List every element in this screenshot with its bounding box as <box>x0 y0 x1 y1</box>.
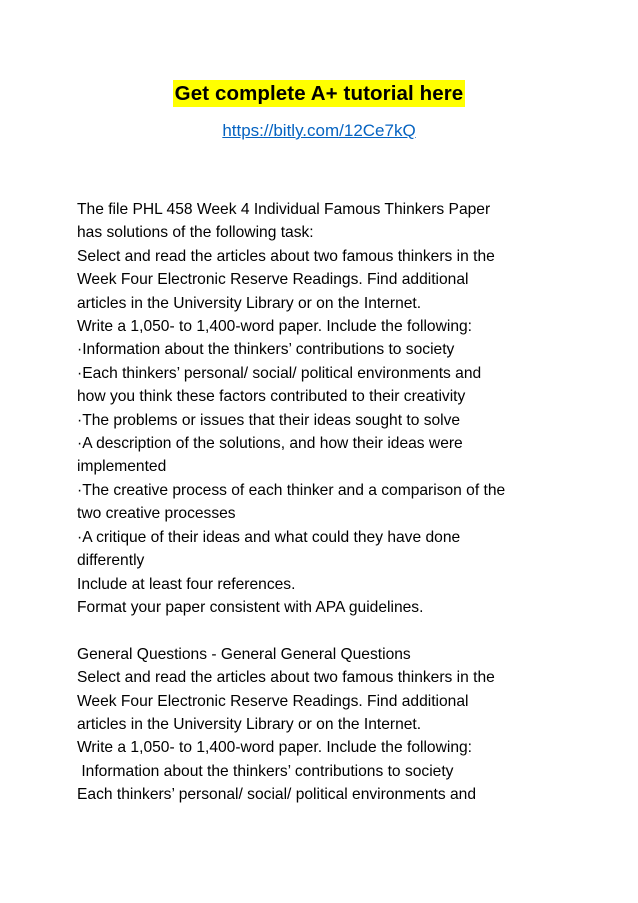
general-questions-section <box>77 643 577 807</box>
body-line: General Questions - General General Questions <box>77 645 411 663</box>
body-line: ·A critique of their ideas and what could they have done <box>77 528 461 546</box>
body-line: has solutions of the following task: <box>77 224 314 242</box>
body-line: Format your paper consistent with APA guidelines. <box>77 598 424 616</box>
body-line: ·Information about the thinkers’ contributions to society <box>77 341 455 359</box>
body-line: Each thinkers’ personal/ social/ political environments and <box>77 786 477 804</box>
body-line: differently <box>77 552 145 570</box>
body-line: Include at least four references. <box>77 575 296 593</box>
body-line: Select and read the articles about two famous thinkers in the <box>77 669 495 687</box>
paragraph-gap <box>77 619 577 642</box>
body-line: ·Each thinkers’ personal/ social/ political environments and <box>77 364 482 382</box>
body-line: articles in the University Library or on the Internet. <box>77 715 422 733</box>
tutorial-link[interactable]: https://bitly.com/12Ce7kQ <box>222 121 416 140</box>
body-line: Write a 1,050- to 1,400-word paper. Include the following: <box>77 318 472 336</box>
body-line: ·A description of the solutions, and how their ideas were <box>77 435 463 453</box>
body-line: implemented <box>77 458 167 476</box>
body-line: Week Four Electronic Reserve Readings. Find additional <box>77 271 469 289</box>
body-line: Information about the thinkers’ contributions to society <box>77 762 454 780</box>
body-line: ·The creative process of each thinker and a comparison of the <box>77 481 506 499</box>
document-body <box>77 198 577 807</box>
document-header <box>0 80 638 142</box>
body-line: Write a 1,050- to 1,400-word paper. Include the following: <box>77 739 472 757</box>
link-row <box>0 120 638 142</box>
body-line: Select and read the articles about two famous thinkers in the <box>77 247 495 265</box>
tutorial-title: Get complete A+ tutorial here <box>174 82 464 105</box>
body-line: Week Four Electronic Reserve Readings. Find additional <box>77 692 469 710</box>
body-line: how you think these factors contributed to their creativity <box>77 388 466 406</box>
body-line: articles in the University Library or on the Internet. <box>77 294 422 312</box>
task-description-section <box>77 198 577 619</box>
body-line: two creative processes <box>77 505 236 523</box>
body-line: ·The problems or issues that their ideas sought to solve <box>77 411 461 429</box>
body-line: The file PHL 458 Week 4 Individual Famous Thinkers Paper <box>77 201 491 218</box>
